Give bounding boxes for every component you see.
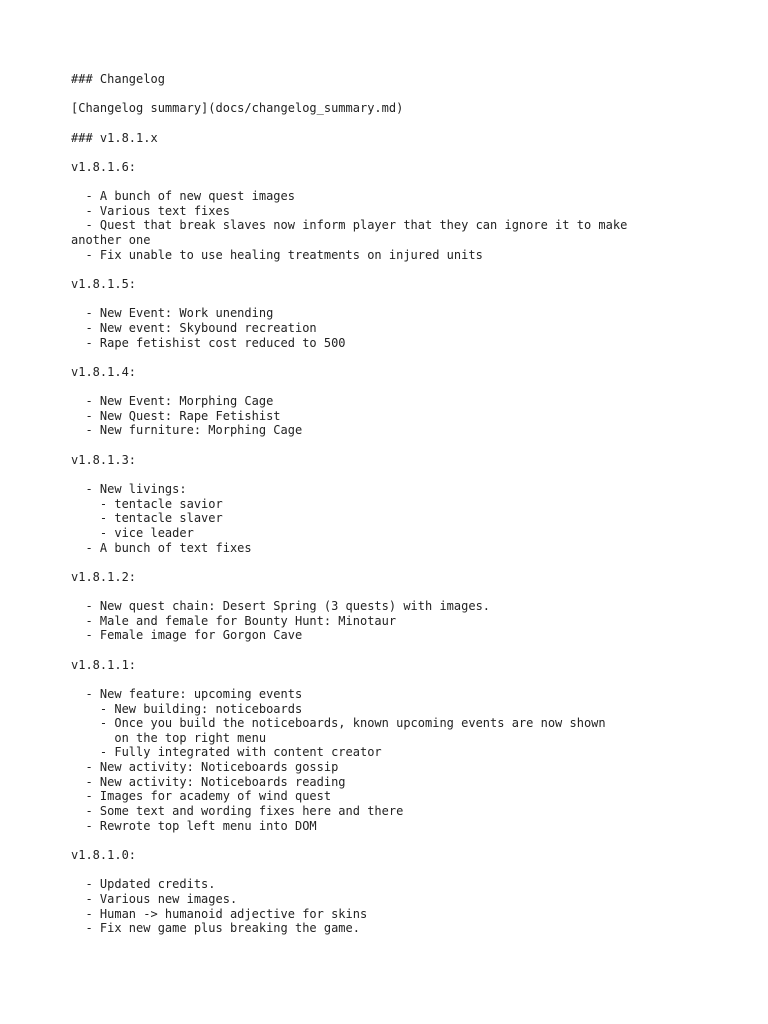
- version-heading: v1.8.1.0:: [71, 847, 137, 862]
- list-item: - Fix new game plus breaking the game.: [71, 921, 360, 936]
- heading-line: ### v1.8.1.x: [71, 130, 158, 145]
- blank-line: [71, 292, 721, 307]
- blank-line: [71, 262, 721, 277]
- blank-line: [71, 438, 721, 453]
- list-item: - tentacle slaver: [71, 511, 223, 526]
- list-item: - Male and female for Bounty Hunt: Minotaur: [71, 613, 397, 628]
- list-item: - Rewrote top left menu into DOM: [71, 818, 317, 833]
- list-item: - tentacle savior: [71, 496, 223, 511]
- list-item: - Images for academy of wind quest: [71, 789, 332, 804]
- blank-line: [71, 467, 721, 482]
- list-item: - New Quest: Rape Fetishist: [71, 408, 281, 423]
- list-item: - New Event: Morphing Cage: [71, 394, 274, 409]
- list-item: - Fix unable to use healing treatments on injured units: [71, 247, 483, 262]
- list-item: - Fully integrated with content creator: [71, 745, 382, 760]
- version-heading: v1.8.1.1:: [71, 657, 137, 672]
- blank-line: [71, 379, 721, 394]
- blank-line: [71, 863, 721, 878]
- version-heading: v1.8.1.5:: [71, 276, 137, 291]
- list-item: - Human -> humanoid adjective for skins: [71, 906, 368, 921]
- version-heading: v1.8.1.6:: [71, 159, 137, 174]
- list-item: - Various text fixes: [71, 203, 230, 218]
- blank-line: [71, 116, 721, 131]
- list-item: - New event: Skybound recreation: [71, 320, 317, 335]
- list-item: - Rape fetishist cost reduced to 500: [71, 335, 346, 350]
- blank-line: [71, 833, 721, 848]
- heading-line: ### Changelog: [71, 72, 165, 86]
- list-item: - New activity: Noticeboards gossip: [71, 760, 339, 775]
- blank-line: [71, 87, 721, 102]
- list-item: - New livings:: [71, 481, 187, 496]
- version-heading: v1.8.1.3:: [71, 452, 137, 467]
- text-line: another one: [71, 233, 151, 248]
- blank-line: [71, 643, 721, 658]
- list-item: - New building: noticeboards: [71, 701, 303, 716]
- blank-line: [71, 555, 721, 570]
- blank-line: [71, 350, 721, 365]
- list-item: - New quest chain: Desert Spring (3 quests) with images.: [71, 599, 491, 614]
- list-item: - Updated credits.: [71, 877, 216, 892]
- blank-line: [71, 145, 721, 160]
- list-item: - Quest that break slaves now inform player that they can ignore it to make: [71, 218, 628, 233]
- version-heading: v1.8.1.2:: [71, 569, 137, 584]
- list-item: - Once you build the noticeboards, known upcoming events are now shown: [71, 716, 606, 731]
- list-item: - New Event: Work unending: [71, 306, 274, 321]
- blank-line: [71, 174, 721, 189]
- list-item: - New feature: upcoming events: [71, 686, 303, 701]
- blank-line: [71, 672, 721, 687]
- text-line: on the top right menu: [71, 730, 267, 745]
- text-line: [Changelog summary](docs/changelog_summary.md): [71, 101, 404, 116]
- version-heading: v1.8.1.4:: [71, 364, 137, 379]
- list-item: - New furniture: Morphing Cage: [71, 423, 303, 438]
- list-item: - Various new images.: [71, 891, 238, 906]
- blank-line: [71, 584, 721, 599]
- list-item: - Some text and wording fixes here and there: [71, 804, 404, 819]
- changelog-text: [71, 72, 721, 936]
- list-item: - Female image for Gorgon Cave: [71, 628, 303, 643]
- list-item: - New activity: Noticeboards reading: [71, 774, 346, 789]
- list-item: - vice leader: [71, 525, 194, 540]
- list-item: - A bunch of text fixes: [71, 540, 252, 555]
- list-item: - A bunch of new quest images: [71, 189, 295, 204]
